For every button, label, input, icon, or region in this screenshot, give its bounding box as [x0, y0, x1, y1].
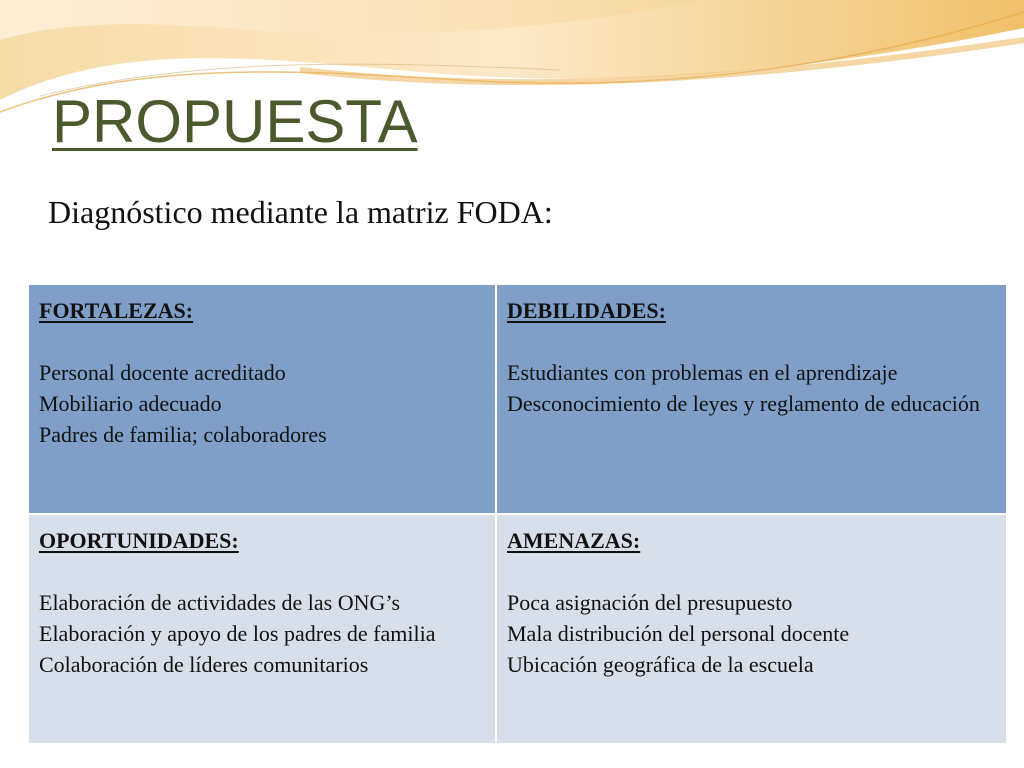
list-item: Elaboración y apoyo de los padres de familia: [39, 621, 436, 646]
list-item: Personal docente acreditado: [39, 360, 286, 385]
debilidades-list: [507, 357, 996, 419]
fortalezas-heading: FORTALEZAS:: [39, 298, 194, 323]
fortalezas-list: [39, 357, 485, 450]
list-item: Mala distribución del personal docente: [507, 621, 850, 646]
list-item: Padres de familia; colaboradores: [39, 422, 327, 447]
oportunidades-heading: OPORTUNIDADES:: [39, 528, 239, 553]
list-item: Colaboración de líderes comunitarios: [39, 652, 369, 677]
fortalezas-cell: [29, 285, 495, 513]
list-item: Poca asignación del presupuesto: [507, 590, 793, 615]
list-item: Mobiliario adecuado: [39, 391, 222, 416]
list-item: Elaboración de actividades de las ONG’s: [39, 590, 401, 615]
oportunidades-list: [39, 587, 485, 680]
amenazas-cell: [497, 515, 1006, 743]
debilidades-cell: [497, 285, 1006, 513]
list-item: Ubicación geográfica de la escuela: [507, 652, 814, 677]
list-item: Desconocimiento de leyes y reglamento de educación: [507, 391, 980, 416]
slide-subtitle: Diagnóstico mediante la matriz FODA:: [48, 194, 553, 230]
debilidades-heading: DEBILIDADES:: [507, 298, 666, 323]
foda-matrix: [28, 284, 1006, 744]
oportunidades-cell: [29, 515, 495, 743]
list-item: Estudiantes con problemas en el aprendizaje: [507, 360, 898, 385]
amenazas-list: [507, 587, 996, 680]
slide-title: PROPUESTA: [52, 88, 418, 155]
amenazas-heading: AMENAZAS:: [507, 528, 641, 553]
